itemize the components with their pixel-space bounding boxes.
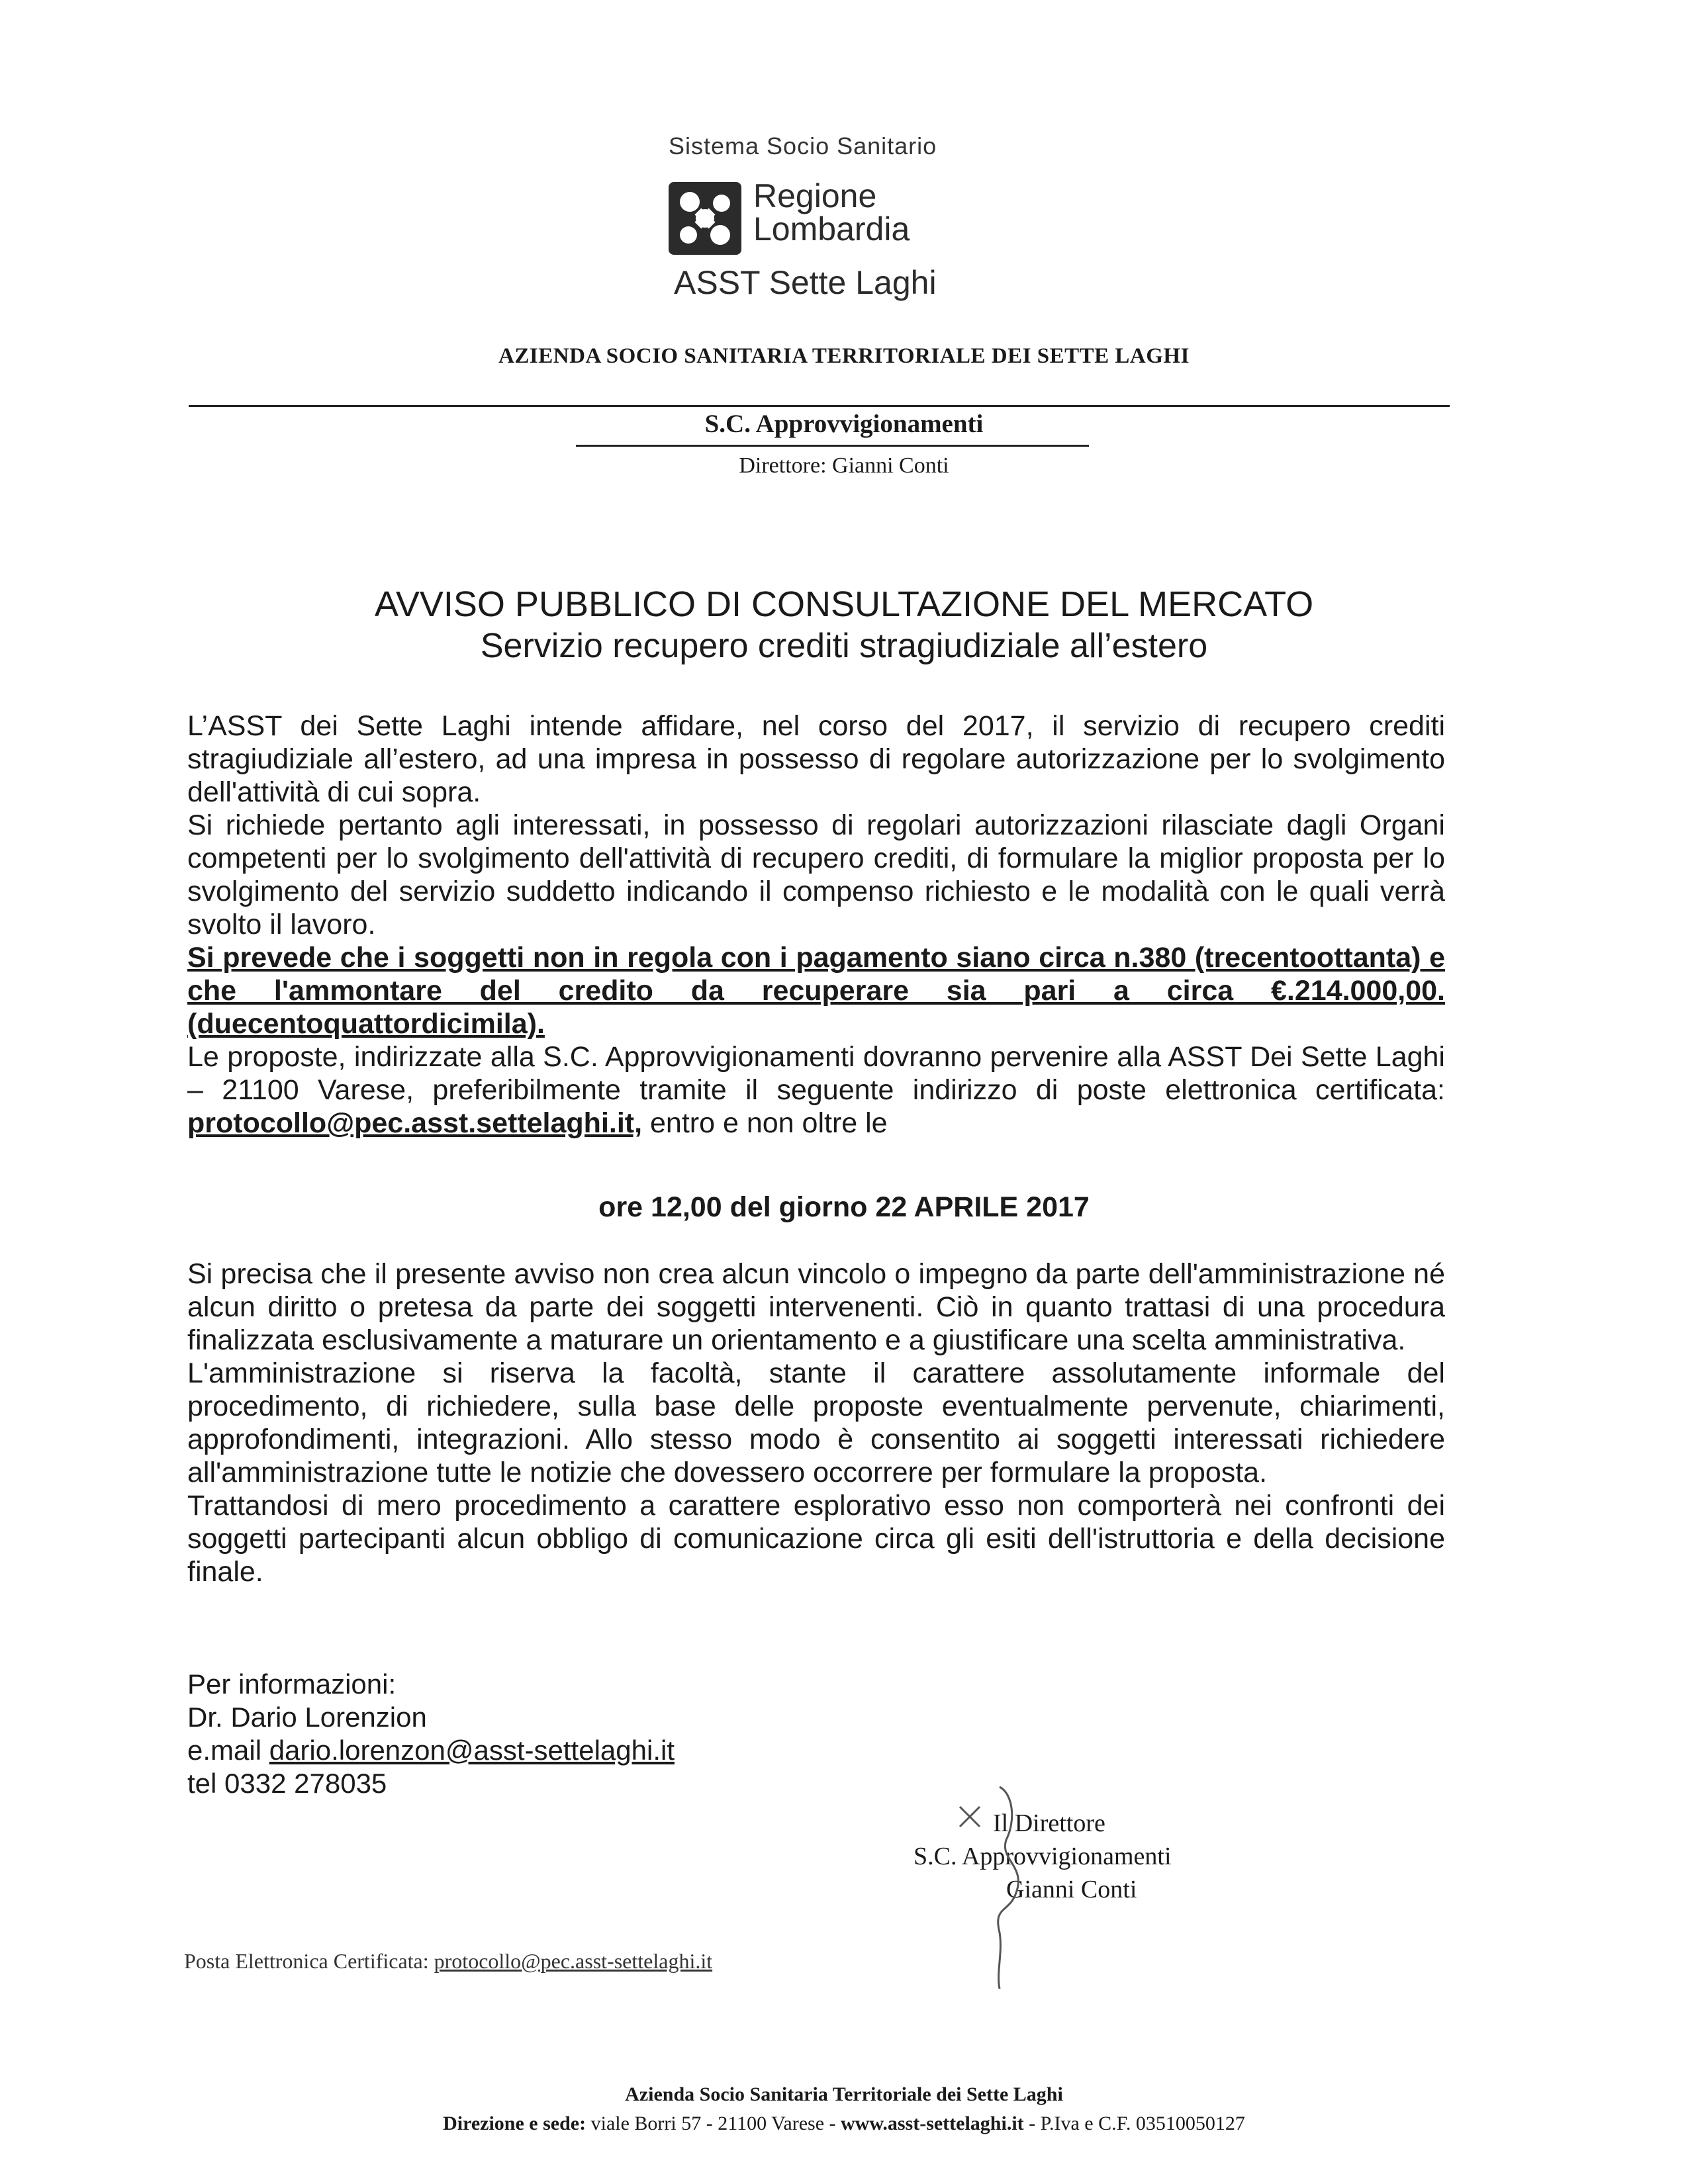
pec-footer xyxy=(184,1949,712,1974)
department-title: S.C. Approvvigionamenti xyxy=(704,410,984,438)
contact-info xyxy=(187,1668,982,1800)
logo-region-line1: Regione xyxy=(753,177,877,214)
logo-region-line2: Lombardia xyxy=(753,210,910,248)
paragraph-estimate: Si prevede che i soggetti non in regola con i pagamento siano circa n.380 (trecentoottanta) e che l'ammontare del credito da recuperare sia pari a circa €.214.000,00.(duecentoquattordicimila). xyxy=(187,942,1445,1040)
director-line: Direttore: Gianni Conti xyxy=(739,453,949,478)
footer-address-line xyxy=(0,2113,1688,2135)
footer-address: viale Borri 57 - 21100 Varese - xyxy=(586,2113,841,2134)
contact-email-row xyxy=(187,1734,982,1767)
azienda-header: AZIENDA SOCIO SANITARIA TERRITORIALE DEI SETTE LAGHI xyxy=(498,344,1190,368)
logo xyxy=(669,132,986,311)
paragraph-request: Si richiede pertanto agli interessati, in possesso di regolari autorizzazioni rilasciate dagli Organi competenti per lo svolgimento dell'attività di recupero crediti, di formulare la miglior proposta per lo svolgimento del servizio suddetto indicando il compenso richiesto e le modalità con le quali verrà svolto il lavoro. xyxy=(187,809,1445,940)
signature-name: Gianni Conti xyxy=(1006,1876,1137,1903)
paragraph-clarifications: L'amministrazione si riserva la facoltà, stante il carattere assolutamente informale del procedimento, di richiedere, sulla base delle proposte eventualmente pervenute, chiarimenti, approfondimenti, integrazioni. Allo stesso modo è consentito ai soggetti interessati richiedere all'amministrazione tutte le notizie che dovessero occorrere per formulare la proposta. xyxy=(187,1357,1445,1488)
contact-name: Dr. Dario Lorenzion xyxy=(187,1702,427,1733)
footer-organization: Azienda Socio Sanitaria Territoriale dei Sette Laghi xyxy=(625,2083,1063,2105)
body-section-1 xyxy=(187,709,1445,1140)
deadline: ore 12,00 del giorno 22 APRILE 2017 xyxy=(598,1191,1090,1223)
regione-lombardia-logo-icon xyxy=(669,182,741,255)
notice-title: AVVISO PUBBLICO DI CONSULTAZIONE DEL MERCATO xyxy=(374,584,1314,624)
submission-text: Le proposte, indirizzate alla S.C. Approvvigionamenti dovranno pervenire alla ASST Dei Sette Laghi – 21100 Varese, preferibilmente tramite il seguente indirizzo di poste elettronica certificata: xyxy=(187,1041,1445,1106)
contact-heading: Per informazioni: xyxy=(187,1668,397,1700)
pec-footer-label: Posta Elettronica Certificata: xyxy=(184,1949,434,1973)
logo-system-text: Sistema Socio Sanitario xyxy=(669,132,937,159)
footer-vat: - P.Iva e C.F. 03510050127 xyxy=(1023,2113,1245,2134)
handwritten-signature xyxy=(953,1780,1046,1992)
submission-end-text: entro e non oltre le xyxy=(650,1107,888,1139)
signature-title: Il Direttore xyxy=(993,1809,1105,1837)
footer-address-label: Direzione e sede: xyxy=(443,2113,586,2134)
footer-website-link[interactable]: www.asst-settelaghi.it xyxy=(841,2113,1024,2134)
paragraph-intro: L’ASST dei Sette Laghi intende affidare, nel corso del 2017, il servizio di recupero crediti stragiudiziale all’estero, ad una impresa in possesso di regolare autorizzazione per lo svolgimento dell'attività di cui sopra. xyxy=(187,710,1445,808)
logo-asst-name: ASST Sette Laghi xyxy=(674,264,937,301)
signature-department: S.C. Approvvigionamenti xyxy=(914,1843,1172,1870)
pec-footer-link[interactable]: protocollo@pec.asst-settelaghi.it xyxy=(434,1949,713,1973)
email-label: e.mail xyxy=(187,1735,269,1766)
department-underline xyxy=(576,445,1089,447)
contact-email-link[interactable]: dario.lorenzon@asst-settelaghi.it xyxy=(269,1735,675,1766)
paragraph-exploratory: Trattandosi di mero procedimento a carattere esplorativo esso non comporterà nei confronti dei soggetti partecipanti alcun obbligo di comunicazione circa gli esiti dell'istruttoria e della decisione finale. xyxy=(187,1490,1445,1588)
paragraph-disclaimer: Si precisa che il presente avviso non crea alcun vincolo o impegno da parte dell'amministrazione né alcun diritto o pretesa da parte dei soggetti intervenenti. Ciò in quanto trattasi di una procedura finalizzata esclusivamente a maturare un orientamento e a giustificare una scelta amministrativa. xyxy=(187,1258,1445,1356)
header-divider xyxy=(189,405,1450,407)
body-section-2 xyxy=(187,1257,1445,1588)
notice-subtitle: Servizio recupero crediti stragiudiziale all’estero xyxy=(480,627,1208,665)
contact-phone: tel 0332 278035 xyxy=(187,1768,387,1799)
paragraph-submission xyxy=(187,1040,1445,1140)
pec-address-link[interactable]: protocollo@pec.asst.settelaghi.it, xyxy=(187,1107,643,1139)
